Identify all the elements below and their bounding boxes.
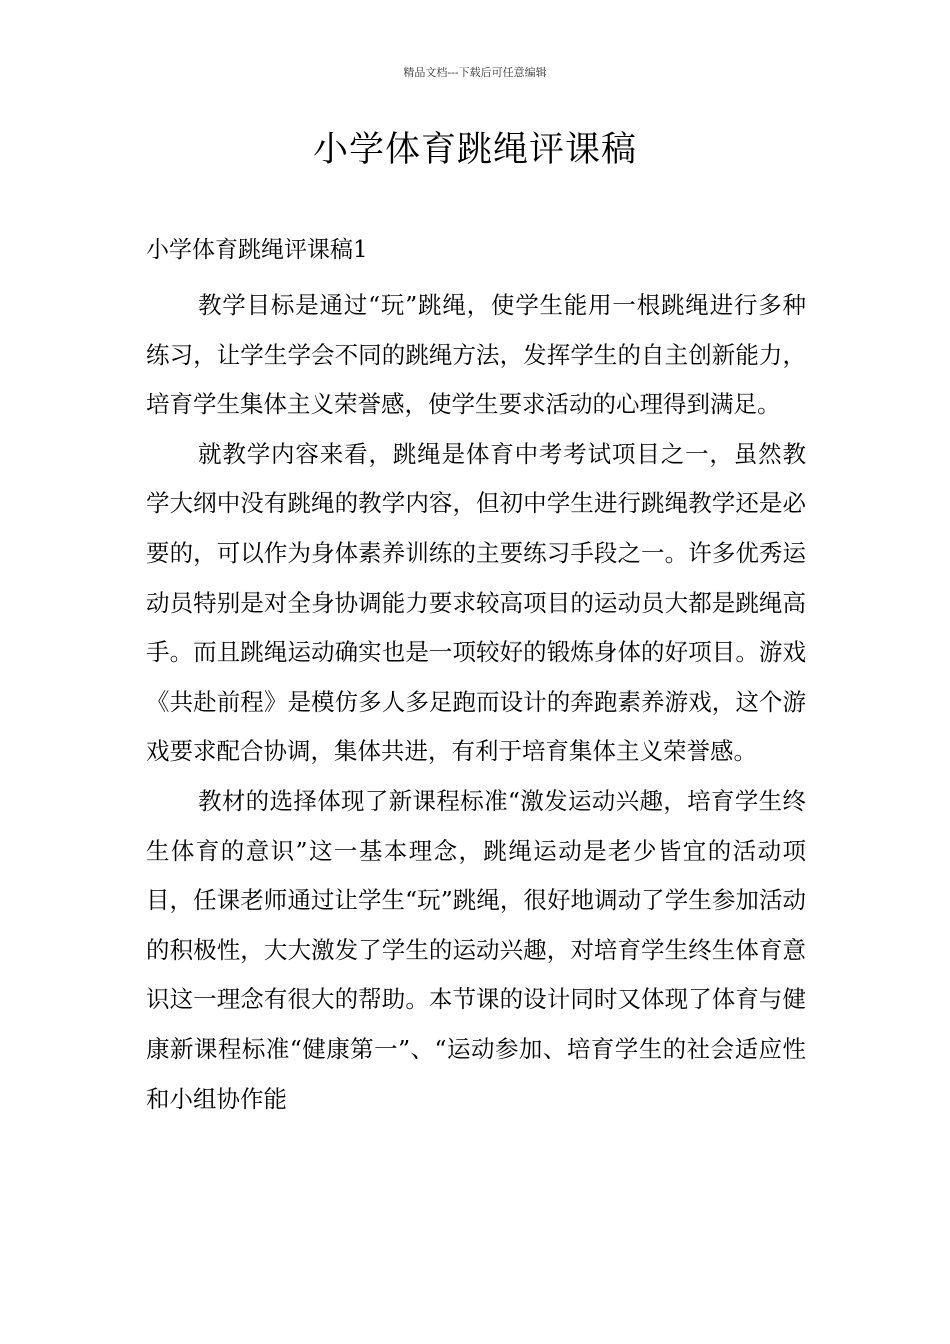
paragraph: 就教学内容来看，跳绳是体育中考考试项目之一，虽然教学大纲中没有跳绳的教学内容，但初中学生进行跳绳教学还是必要的，可以作为身体素养训练的主要练习手段之一。许多优秀运动员特别是对全身协调能力要求较高项目的运动员大都是跳绳高手。而且跳绳运动确实也是一项较好的锻炼身体的好项目。游戏《共赴前程》是模仿多人多足跑而设计的奔跑素养游戏，这个游戏要求配合协调，集体共进，有利于培育集体主义荣誉感。 [146, 439, 806, 766]
section-heading: 小学体育跳绳评课稿1 [146, 237, 368, 263]
header-note: 精品文档---下载后可任意编辑 [403, 66, 547, 79]
paragraph: 教学目标是通过“玩”跳绳，使学生能用一根跳绳进行多种练习，让学生学会不同的跳绳方法，发挥学生的自主创新能力，培育学生集体主义荣誉感，使学生要求活动的心理得到满足。 [146, 291, 806, 419]
document-title: 小学体育跳绳评课稿 [312, 130, 637, 170]
paragraph: 教材的选择体现了新课程标准“激发运动兴趣，培育学生终生体育的意识”这一基本理念，跳绳运动是老少皆宜的活动项目，任课老师通过让学生“玩”跳绳，很好地调动了学生参加活动的积极性，大大激发了学生的运动兴趣，对培育学生终生体育意识这一理念有很大的帮助。本节课的设计同时又体现了体育与健康新课程标准“健康第一”、“运动参加、培育学生的社会适应性和小组协作能 [146, 786, 806, 1113]
document-body [146, 281, 806, 1124]
